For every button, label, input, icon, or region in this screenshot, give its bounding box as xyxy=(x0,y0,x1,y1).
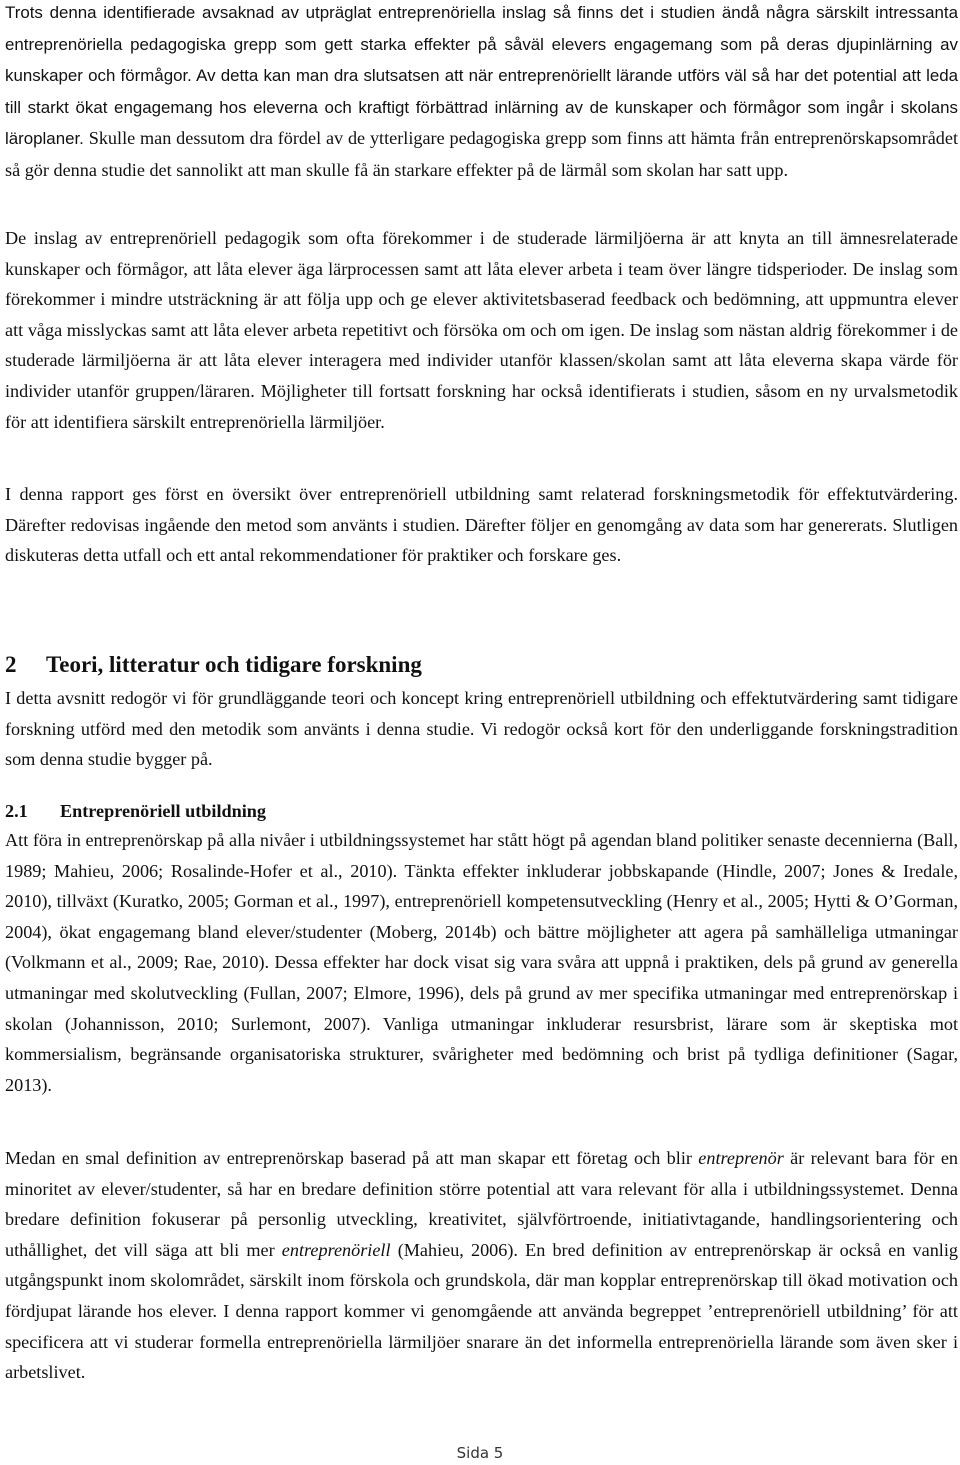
intro-paragraph-1-sans-part-b: Av detta kan man dra slutsatsen att när entreprenöriellt lärande utförs väl så har det potential att leda till starkt ökat engagemang hos eleverna och kraftigt förbättrad inlärning av de kunskaper och förmågor som ingår i skolans läroplaner. xyxy=(5,66,958,149)
section-2-1-paragraph-1: Att föra in entreprenörskap på alla nivåer i utbildningssystemet har stått högt på agendan bland politiker senaste decennierna (Ball, 1989; Mahieu, 2006; Rosalinde-Hofer et al., 2010). Tänkta effekter inkluderar jobbskapande (Hindle, 2007; Jones & Iredale, 2010), tillväxt (Kuratko, 2005; Gorman et al., 1997), entreprenöriell kompetensutveckling (Henry et al., 2005; Hytti & O’Gorman, 2004), ökat engagemang bland elever/studenter (Moberg, 2014b) och bättre möjligheter att agera på samhälleliga utmaningar (Volkmann et al., 2009; Rae, 2010). Dessa effekter har dock visat sig vara svåra att uppnå i praktiken, dels på grund av generella utmaningar med skolutveckling (Fullan, 2007; Elmore, 1996), dels på grund av mer specifika utmaningar med entreprenörskap i skolan (Johannisson, 2010; Surlemont, 2007). Vanliga utmaningar inkluderar resursbrist, lärare som är skeptiska mot kommersialism, begränsande organisatoriska strukturer, svårigheter med bedömning och brist på tydliga definitioner (Sagar, 2013). xyxy=(5,830,958,1095)
intro-paragraph-1-serif-part: Skulle man dessutom dra fördel av de ytterligare pedagogiska grepp som finns att hämta från entreprenörskapsområdet så gör denna studie det sannolikt att man skulle få än starkare effekter på de lärmål som skolan har satt upp. xyxy=(5,128,958,180)
section-2-number: 2 xyxy=(5,652,17,677)
emphasis-entreprenoriell: entreprenöriell xyxy=(281,1239,391,1260)
section-2-title: Teori, litteratur och tidigare forskning xyxy=(46,652,422,677)
section-2-1-paragraph-2-part-c: (Mahieu, 2006). En bred definition av entreprenörskap är också en vanlig utgångspunkt inom skolområdet, särskilt inom förskola och grundskola, där man kopplar entreprenörskap till ökad motivation och fördjupat lärande hos elever. I denna rapport kommer vi genomgående att använda begreppet ’entreprenöriell utbildning’ för att specificera att vi studerar formella entreprenöriella lärmiljöer snarare än det informella entreprenöriella lärande som även sker i arbetslivet. xyxy=(5,1239,958,1383)
section-2-1-title: Entreprenöriell utbildning xyxy=(60,801,266,821)
intro-paragraph-2: De inslag av entreprenöriell pedagogik som ofta förekommer i de studerade lärmiljöerna är att knyta an till ämnesrelaterade kunskaper och förmågor, att låta elever äga lärprocessen samt att låta elever arbeta i team över längre tidsperioder. De inslag som förekommer i mindre utsträckning är att följa upp och ge elever aktivitetsbaserad feedback och bedömning, att uppmuntra elever att våga misslyckas samt att låta elever arbeta repetitivt och försöka om och om igen. De inslag som nästan aldrig förekommer i de studerade lärmiljöerna är att låta elever interagera med individer utanför klassen/skolan samt att låta eleverna skapa värde för individer utanför gruppen/läraren. Möjligheter till fortsatt forskning har också identifierats i studien, såsom en ny urvalsmetodik för att identifiera särskilt entreprenöriella lärmiljöer. xyxy=(5,228,958,432)
page-number-footer: Sida 5 xyxy=(456,1444,504,1462)
intro-paragraph-1-sans-part-a: Trots denna identifierade avsaknad av utpräglat entreprenöriella inslag så finns det i studien ändå några särskilt intressanta entreprenöriella pedagogiska grepp som gett starka effekter på såväl elevers engagemang som på deras djupinlärning av kunskaper och förmågor. xyxy=(5,3,958,86)
section-2-intro-paragraph: I detta avsnitt redogör vi för grundläggande teori och koncept kring entreprenöriell utbildning och effektutvärdering samt tidigare forskning utförd med den metodik som använts i denna studie. Vi redogör också kort för den underliggande forskningstradition som denna studie bygger på. xyxy=(5,688,958,770)
intro-paragraph-1 xyxy=(5,0,958,186)
section-2-heading xyxy=(5,650,422,680)
emphasis-entreprenor: entreprenör xyxy=(698,1148,784,1168)
section-2-1-paragraph-2 xyxy=(5,1143,958,1388)
section-2-1-paragraph-2-part-b: är relevant bara för en minoritet av elever/studenter, så har en bredare definition större potential att vara relevant för alla i utbildningssystemet. Denna bredare definition fokuserar på personlig utveckling, kreativitet, självförtroende, initiativtagande, handlingsorientering och uthållighet, det vill säga att bli mer xyxy=(5,1148,958,1260)
intro-paragraph-3: I denna rapport ges först en översikt över entreprenöriell utbildning samt relaterad forskningsmetodik för effektutvärdering. Därefter redovisas ingående den metod som använts i studien. Därefter följer en genomgång av data som har genererats. Slutligen diskuteras detta utfall och ett antal rekommendationer för praktiker och forskare ges. xyxy=(5,484,958,566)
section-2-1-number: 2.1 xyxy=(5,801,28,821)
section-2-1-heading xyxy=(5,796,266,826)
section-2-1-paragraph-2-part-a: Medan en smal definition av entreprenörskap baserad på att man skapar ett företag och blir xyxy=(5,1148,699,1168)
